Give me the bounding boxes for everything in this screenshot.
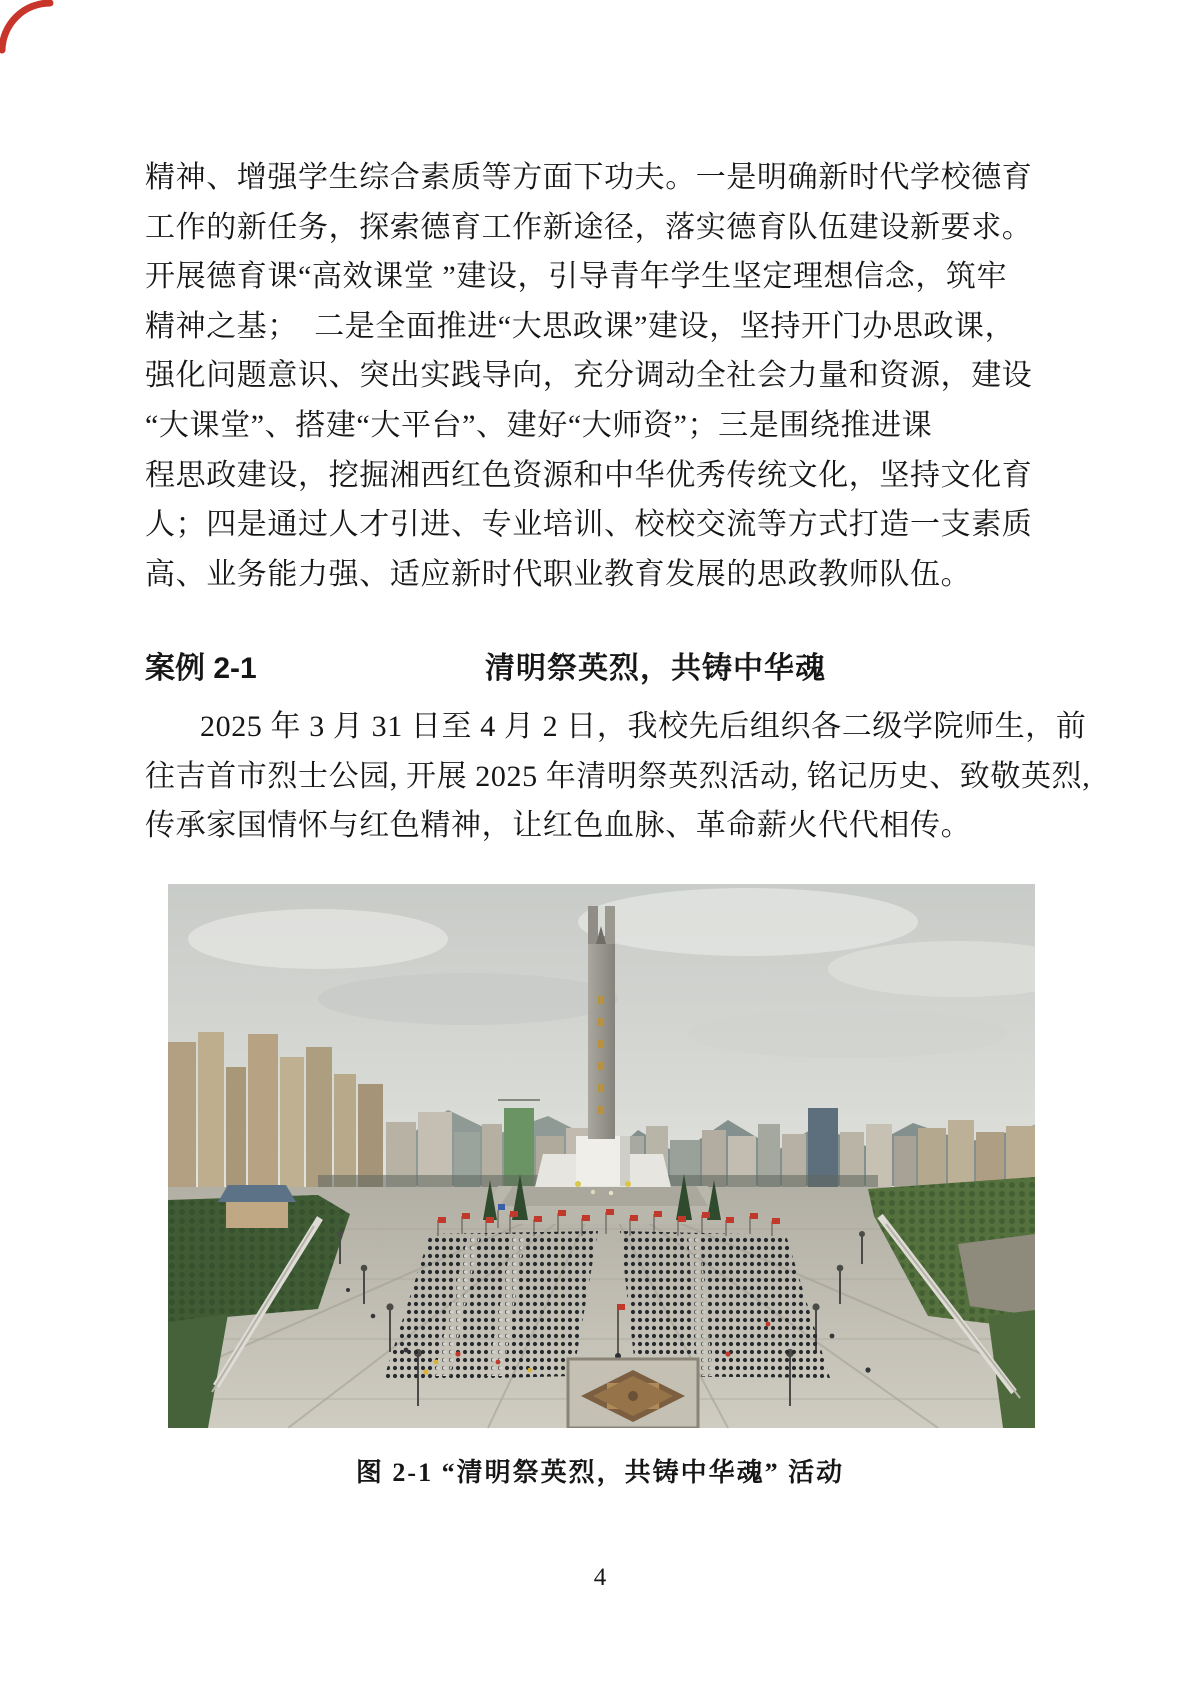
figure-caption: 图 2-1 “清明祭英烈，共铸中华魂” 活动 [355, 1458, 845, 1487]
text-line: 2025 年 3 月 31 日至 4 月 2 日，我校先后组织各二级学院师生，前 [200, 710, 1087, 743]
case-label: 案例 2-1 [145, 652, 257, 685]
page-number: 4 [593, 1564, 607, 1591]
text-line: 精神之基； 二是全面推进“大思政课”建设，坚持开门办思政课， [145, 309, 1016, 343]
text-line: 往吉首市烈士公园, 开展 2025 年清明祭英烈活动, 铭记历史、致敬英烈, [145, 759, 1091, 793]
text-line: 工作的新任务，探索德育工作新途径，落实德育队伍建设新要求。 [145, 210, 1033, 244]
case-title: 清明祭英烈，共铸中华魂 [485, 652, 826, 685]
text-line: 强化问题意识、突出实践导向，充分调动全社会力量和资源，建设 [145, 359, 1033, 393]
figure-photo [168, 884, 1035, 1428]
red-stamp-arc [0, 0, 70, 62]
text-line: 人；四是通过人才引进、专业培训、校校交流等方式打造一支素质 [145, 508, 1033, 542]
text-line: 高、业务能力强、适应新时代职业教育发展的思政教师队伍。 [145, 557, 972, 591]
body-paragraph-1 [145, 153, 1063, 599]
case-heading [145, 648, 1063, 690]
photo-monument-column [588, 906, 615, 1139]
text-line: 程思政建设，挖掘湘西红色资源和中华优秀传统文化，坚持文化育 [145, 458, 1033, 492]
text-line: 开展德育课“高效课堂 ”建设，引导青年学生坚定理想信念，筑牢 [145, 260, 1008, 294]
text-line: “大课堂”、搭建“大平台”、建好“大师资”；三是围绕推进课 [145, 408, 933, 442]
body-paragraph-2 [145, 702, 1091, 851]
text-line: 传承家国情怀与红色精神，让红色血脉、革命薪火代代相传。 [145, 809, 972, 843]
photo-compass-rose [568, 1359, 698, 1428]
text-line: 精神、增强学生综合素质等方面下功夫。一是明确新时代学校德育 [145, 161, 1033, 194]
